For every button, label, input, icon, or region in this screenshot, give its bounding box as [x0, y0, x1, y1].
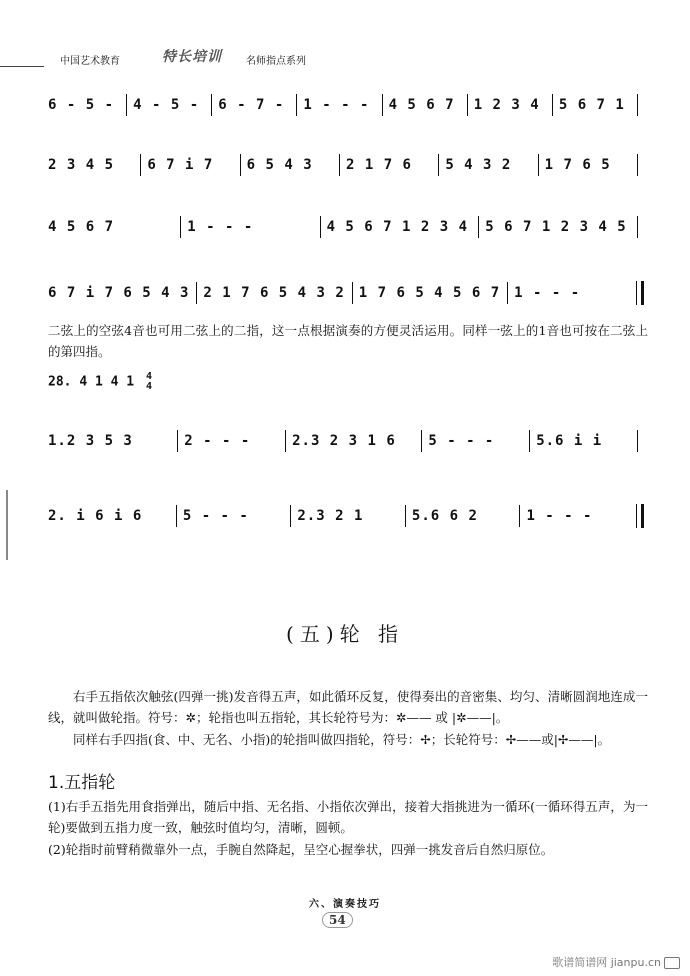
barline: [637, 216, 638, 238]
barline: [538, 154, 539, 176]
exercise-heading: [48, 372, 152, 392]
barline: [285, 430, 286, 452]
measure: 1 2 3 4: [473, 97, 540, 113]
barline: [478, 216, 479, 238]
barline: [552, 94, 553, 116]
score-line-2: [48, 154, 644, 176]
measure: 4 - 5 -: [133, 97, 200, 113]
barline: [421, 430, 422, 452]
measure: 2 - - -: [184, 433, 251, 449]
header-series-right: 名师指点系列: [246, 56, 306, 67]
final-barline: [636, 281, 644, 305]
measure: 5 6 7 1: [558, 97, 625, 113]
note-paragraph: 二弦上的空弦4音也可用二弦上的二指，这一点根据演奏的方便灵活运用。同样一弦上的1音也可按在二弦上的第四指。: [48, 323, 648, 359]
barline: [339, 154, 340, 176]
barline: [352, 282, 353, 304]
barline: [467, 94, 468, 116]
measure: 5 - - -: [182, 508, 249, 524]
barline: [637, 94, 638, 116]
measure: 1 7 6 5: [544, 157, 611, 173]
measure: 1 7 6 5 4 5 6 7: [358, 285, 501, 301]
barline: [176, 505, 177, 527]
measure: 6 - 5 -: [48, 97, 115, 113]
paragraph-step-2: (2)轮指时前臂稍微靠外一点，手腕自然降起，呈空心握拳状，四弹一挑发音后自然归原位。: [48, 842, 554, 857]
meter-top: 4: [145, 371, 152, 382]
score-line-1: [48, 94, 644, 116]
paragraph-step-1: (1)右手五指先用食指弹出，随后中指、无名指、小指依次弹出，接着大指挑进为一循环(一循环得五声，为一轮)要做到五指力度一致，触弦时值均匀，清晰，圆顿。: [48, 799, 648, 835]
score-line-3: [48, 216, 644, 238]
header-brand: 特长培训: [162, 49, 222, 65]
final-barline: [636, 504, 644, 528]
edge-mark: [6, 490, 8, 560]
watermark: [552, 954, 680, 970]
measure: 2.3 2 3 1 6: [292, 433, 396, 449]
measure: 5.6 i i: [536, 433, 603, 449]
measure: 4 5 6 7 1 2 3 4: [326, 219, 468, 235]
paragraph-four-finger: 同样右手四指(食、中、无名、小指)的轮指叫做四指轮，符号：✢；长轮符号：✢——或|✢——|。: [73, 732, 611, 747]
barline: [290, 505, 291, 527]
section-title: (五)轮 指: [286, 622, 404, 646]
subsection-title: 1.五指轮: [48, 773, 116, 793]
barline: [140, 154, 141, 176]
barline: [177, 430, 178, 452]
measure: 2 3 4 5: [48, 157, 115, 173]
measure: 2 1 7 6 5 4 3 2: [203, 285, 345, 301]
measure: 6 - 7 -: [218, 97, 285, 113]
barline: [180, 216, 181, 238]
exercise-line-1: [48, 430, 644, 452]
measure: 5 4 3 2: [445, 157, 512, 173]
measure: 4 5 6 7: [388, 97, 455, 113]
barline: [126, 94, 127, 116]
measure: 5.6 6 2: [411, 508, 478, 524]
meter-bottom: 4: [145, 381, 152, 392]
measure: 5 - - -: [428, 433, 495, 449]
measure: 2 1 7 6: [345, 157, 412, 173]
exercise-number: 28.: [48, 374, 72, 390]
tuning-notes: 4 1 4 1: [79, 374, 135, 390]
barline: [529, 430, 530, 452]
page-number: 54: [322, 912, 353, 928]
barline: [637, 154, 638, 176]
measure: 6 7 i 7 6 5 4 3: [48, 285, 190, 301]
barline: [240, 154, 241, 176]
measure: 1 - - -: [526, 508, 593, 524]
watermark-text: 歌谱简谱网 jianpu.cn: [552, 956, 661, 969]
barline: [637, 430, 638, 452]
measure: 6 5 4 3: [246, 157, 313, 173]
barline: [320, 216, 321, 238]
measure: 6 7 i 7: [147, 157, 214, 173]
measure: 1 - - -: [187, 219, 254, 235]
barline: [382, 94, 383, 116]
measure: 1.2 3 5 3: [48, 433, 133, 449]
barline: [507, 282, 508, 304]
barline: [438, 154, 439, 176]
footer-chapter: 六、演奏技巧: [309, 899, 381, 910]
cassette-icon: [664, 957, 680, 969]
measure: 2. i 6 i 6: [48, 508, 143, 524]
edge-line: [0, 66, 44, 67]
header-series-left: 中国艺术教育: [60, 56, 120, 67]
score-line-4: [48, 282, 644, 304]
barline: [196, 282, 197, 304]
measure: 1 - - -: [303, 97, 370, 113]
barline: [405, 505, 406, 527]
measure: 5 6 7 1 2 3 4 5: [485, 219, 627, 235]
barline: [211, 94, 212, 116]
measure: 1 - - -: [514, 285, 581, 301]
measure: 2.3 2 1: [297, 508, 364, 524]
barline: [296, 94, 297, 116]
time-signature: [146, 372, 152, 392]
barline: [519, 505, 520, 527]
exercise-line-2: [48, 505, 644, 527]
paragraph-wheel-finger: 右手五指依次触弦(四弹一挑)发音得五声，如此循环反复，使得奏出的音密集、均匀、清晰圆润地连成一线，就叫做轮指。符号：✲；轮指也叫五指轮，其长轮符号为：✲—— 或 |✲——|。: [48, 689, 648, 725]
measure: 4 5 6 7: [48, 219, 115, 235]
